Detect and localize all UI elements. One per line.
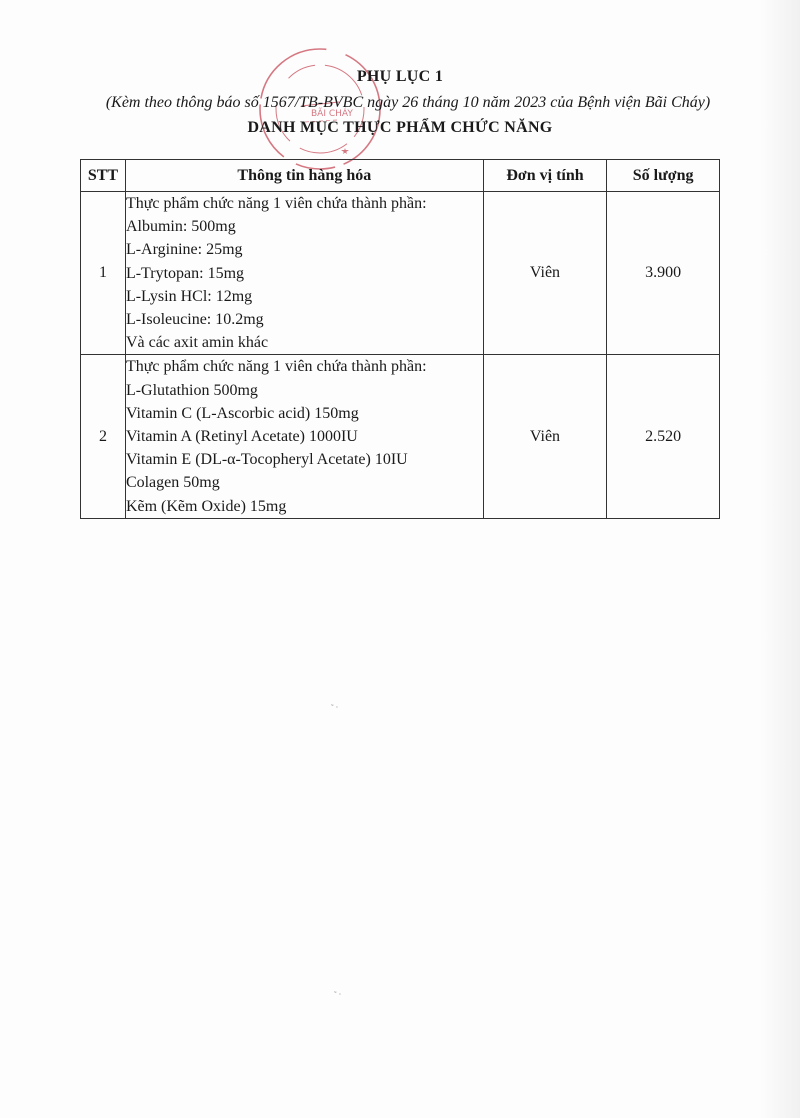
- info-line: Thực phẩm chức năng 1 viên chứa thành phần:: [125, 358, 427, 376]
- row-stt: 1: [81, 192, 126, 355]
- table-row: [81, 355, 720, 518]
- row-quantity: 2.520: [607, 355, 720, 518]
- info-line: L-Isoleucine: 10.2mg: [125, 311, 264, 329]
- row-stt: 2: [81, 355, 126, 518]
- table-row: [81, 192, 720, 355]
- info-line: L-Glutathion 500mg: [125, 381, 258, 399]
- info-line: Vitamin C (L-Ascorbic acid) 150mg: [125, 404, 359, 422]
- table-header-row: [81, 160, 720, 192]
- row-info: [125, 192, 483, 355]
- info-line: Thực phẩm chức năng 1 viên chứa thành phần:: [125, 195, 427, 212]
- row-info: [125, 355, 483, 518]
- info-line: L-Arginine: 25mg: [125, 241, 243, 259]
- info-line: Albumin: 500mg: [125, 218, 236, 236]
- info-line: Kẽm (Kẽm Oxide) 15mg: [125, 497, 287, 515]
- column-header-unit: Đơn vị tính: [483, 160, 607, 192]
- info-line: L-Trytopan: 15mg: [125, 264, 245, 282]
- info-line: Vitamin A (Retinyl Acetate) 1000IU: [125, 428, 358, 446]
- page-title: PHỤ LỤC 1: [356, 68, 444, 85]
- page-edge-shadow: [760, 0, 800, 1118]
- column-header-info: Thông tin hàng hóa: [125, 160, 483, 192]
- scan-speck: ˜ ·: [334, 990, 342, 999]
- page-heading: DANH MỤC THỰC PHẨM CHỨC NĂNG: [247, 119, 553, 136]
- scan-speck: ˜ ·: [331, 703, 339, 712]
- goods-table: [80, 159, 720, 519]
- info-line: L-Lysin HCl: 12mg: [125, 287, 253, 305]
- info-line: Và các axit amin khác: [125, 334, 269, 352]
- column-header-stt: STT: [81, 160, 126, 192]
- row-quantity: 3.900: [607, 192, 720, 355]
- stamp-lettering: BÃI CHÁY: [311, 109, 353, 119]
- row-unit: Viên: [483, 192, 607, 355]
- info-line: Vitamin E (DL-α-Tocopheryl Acetate) 10IU: [125, 451, 408, 469]
- page-subtitle: (Kèm theo thông báo số 1567/TB-BVBC ngày 26 tháng 10 năm 2023 của Bệnh viện Bãi Cháy): [105, 94, 711, 111]
- row-unit: Viên: [483, 355, 607, 518]
- info-line: Colagen 50mg: [125, 474, 220, 492]
- column-header-quantity: Số lượng: [607, 160, 720, 192]
